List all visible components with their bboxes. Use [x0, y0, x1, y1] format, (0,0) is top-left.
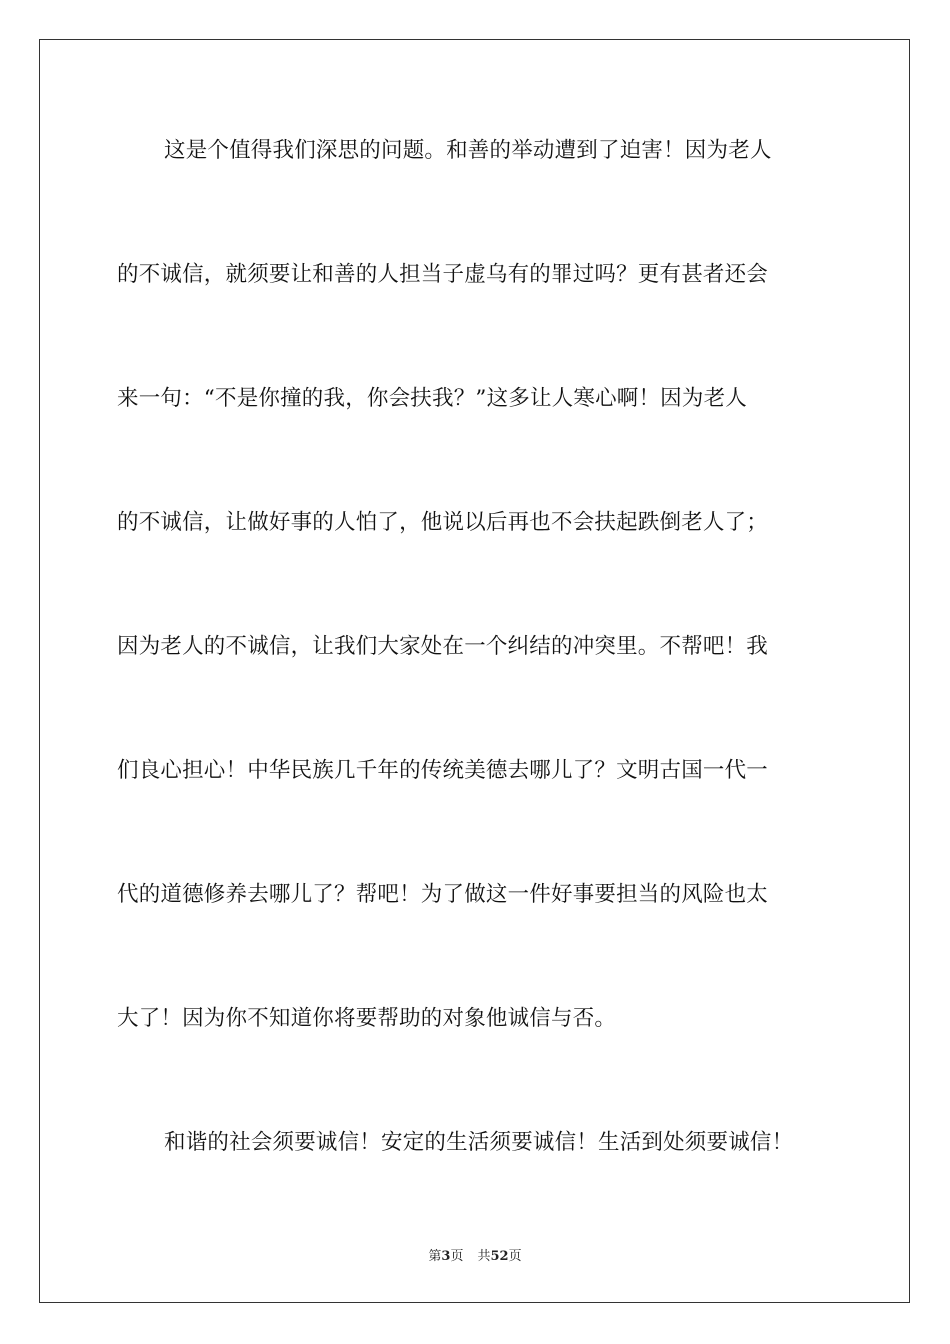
paragraph-1-line-7: 代的道德修养去哪儿了？帮吧！为了做这一件好事要担当的风险也太	[117, 882, 769, 907]
page-frame	[39, 39, 910, 1303]
paragraph-1-line-4: 的不诚信，让做好事的人怕了，他说以后再也不会扶起跌倒老人了；	[117, 510, 769, 535]
paragraph-1-line-6: 们良心担心！中华民族几千年的传统美德去哪儿了？文明古国一代一	[117, 758, 769, 783]
paragraph-1-line-2: 的不诚信，就须要让和善的人担当子虚乌有的罪过吗？更有甚者还会	[117, 262, 769, 287]
total-pages: 52	[490, 1249, 509, 1264]
paragraph-1-line-8: 大了！因为你不知道你将要帮助的对象他诚信与否。	[117, 1006, 617, 1031]
total-prefix: 共	[477, 1249, 491, 1264]
page-suffix: 页	[450, 1249, 464, 1264]
paragraph-2-line-1: 和谐的社会须要诚信！安定的生活须要诚信！生活到处须要诚信！	[164, 1130, 794, 1155]
paragraph-1-line-5: 因为老人的不诚信，让我们大家处在一个纠结的冲突里。不帮吧！我	[117, 634, 769, 659]
page-footer	[0, 1248, 950, 1266]
page-number: 3	[441, 1249, 451, 1264]
paragraph-1-line-3: 来一句：“不是你撞的我，你会扶我？”这多让人寒心啊！因为老人	[117, 386, 747, 411]
total-suffix: 页	[508, 1249, 522, 1264]
paragraph-1-line-1: 这是个值得我们深思的问题。和善的举动遭到了迫害！因为老人	[164, 138, 772, 163]
page-prefix: 第	[428, 1249, 442, 1264]
